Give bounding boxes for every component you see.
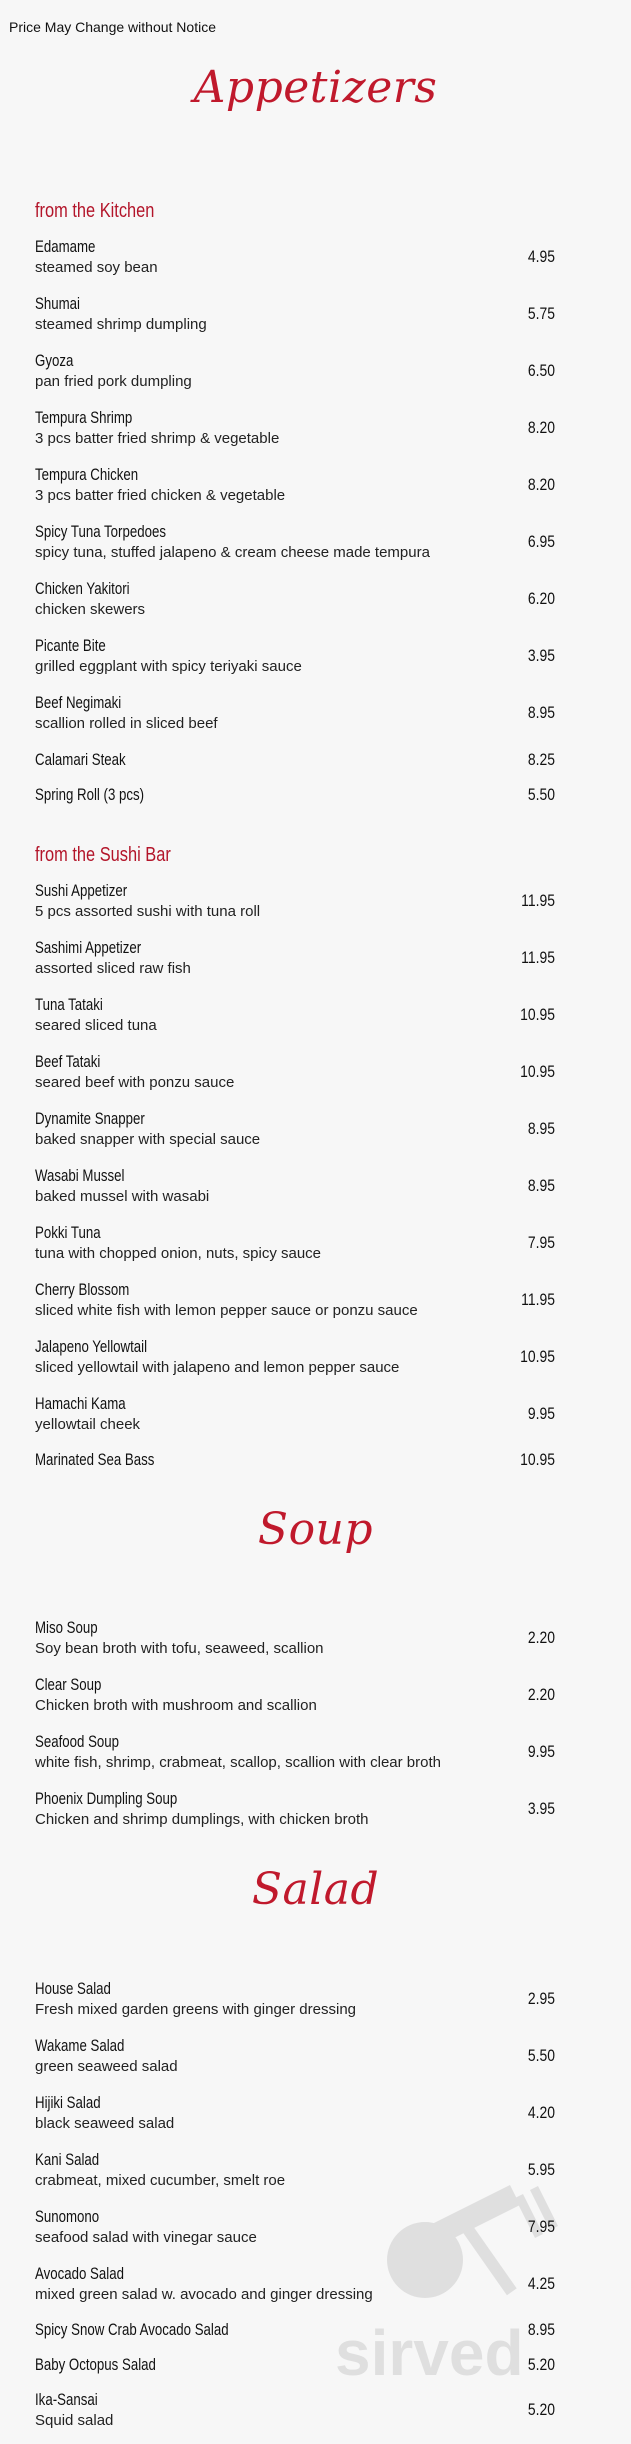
menu-item-price: 5.50 xyxy=(527,2046,555,2065)
watermark-text: sirved xyxy=(335,2317,524,2389)
menu-item-name: Chicken Yakitori xyxy=(35,579,130,598)
menu-item-description: baked mussel with wasabi xyxy=(35,1188,210,1205)
menu-item-description: spicy tuna, stuffed jalapeno & cream cheese made tempura xyxy=(35,544,430,561)
menu-item-name: Seafood Soup xyxy=(35,1732,120,1751)
menu-item-price: 8.25 xyxy=(527,750,555,769)
menu-item-name: Wasabi Mussel xyxy=(35,1166,125,1185)
menu-item-price: 11.95 xyxy=(521,948,555,967)
menu-item xyxy=(35,1337,555,1376)
menu-item-description: Squid salad xyxy=(35,2412,114,2429)
menu-item-price: 8.95 xyxy=(527,2320,555,2339)
menu-item xyxy=(35,1979,555,2018)
menu-item-price: 2.20 xyxy=(527,1628,555,1647)
menu-item-price: 5.20 xyxy=(527,2355,555,2374)
menu-item-price: 5.75 xyxy=(527,304,555,323)
menu-item xyxy=(35,237,555,276)
menu-item xyxy=(35,1394,555,1433)
menu-item-name: Clear Soup xyxy=(35,1675,102,1694)
menu-item xyxy=(35,2093,555,2132)
menu-item-price: 8.95 xyxy=(527,703,555,722)
menu-item-description: green seaweed salad xyxy=(35,2058,178,2075)
menu-item xyxy=(35,351,555,390)
menu-item xyxy=(35,750,555,770)
menu-item xyxy=(35,1675,555,1714)
menu-item-name: Sushi Appetizer xyxy=(35,881,128,900)
menu-item xyxy=(35,579,555,618)
menu-item-price: 8.95 xyxy=(527,1176,555,1195)
menu-item xyxy=(35,995,555,1034)
menu-item-description: yellowtail cheek xyxy=(35,1416,141,1433)
menu-item-description: chicken skewers xyxy=(35,601,146,618)
menu-item-price: 7.95 xyxy=(527,2217,555,2236)
menu-item-price: 11.95 xyxy=(521,891,555,910)
menu-item-price: 10.95 xyxy=(520,1347,555,1366)
menu-item-price: 10.95 xyxy=(520,1062,555,1081)
subheading-sushi-bar: from the Sushi Bar xyxy=(35,844,171,866)
menu-item-name: Hijiki Salad xyxy=(35,2093,101,2112)
menu-item-name: Tempura Chicken xyxy=(35,465,139,484)
menu-item-name: Dynamite Snapper xyxy=(35,1109,145,1128)
menu-item-name: Tuna Tataki xyxy=(35,995,103,1014)
menu-item-price: 6.20 xyxy=(527,589,555,608)
menu-item xyxy=(35,465,555,504)
menu-item-description: 5 pcs assorted sushi with tuna roll xyxy=(35,903,261,920)
menu-item xyxy=(35,785,555,805)
menu-item-name: Beef Tataki xyxy=(35,1052,101,1071)
utensils-icon xyxy=(330,2150,600,2400)
menu-item-description: Chicken broth with mushroom and scallion xyxy=(35,1697,317,1714)
menu-item xyxy=(35,294,555,333)
menu-item-price: 2.95 xyxy=(527,1989,555,2008)
menu-item xyxy=(35,408,555,447)
menu-item-name: Baby Octopus Salad xyxy=(35,2355,156,2374)
menu-item xyxy=(35,1280,555,1319)
menu-item-description: white fish, shrimp, crabmeat, scallop, scallion with clear broth xyxy=(35,1754,441,1771)
menu-item-price: 5.95 xyxy=(527,2160,555,2179)
menu-item-price: 8.20 xyxy=(527,475,555,494)
menu-item xyxy=(35,1223,555,1262)
menu-item xyxy=(35,938,555,977)
menu-item-name: Spicy Snow Crab Avocado Salad xyxy=(35,2320,229,2339)
menu-item-description: baked snapper with special sauce xyxy=(35,1131,261,1148)
menu-item-price: 2.20 xyxy=(527,1685,555,1704)
menu-item-name: Spring Roll (3 pcs) xyxy=(35,785,145,804)
menu-item-name: Jalapeno Yellowtail xyxy=(35,1337,148,1356)
menu-item xyxy=(35,1166,555,1205)
menu-item-description: sliced white fish with lemon pepper sauce or ponzu sauce xyxy=(35,1302,418,1319)
menu-item-name: Gyoza xyxy=(35,351,74,370)
menu-item-price: 5.50 xyxy=(527,785,555,804)
menu-item-name: Calamari Steak xyxy=(35,750,126,769)
menu-item xyxy=(35,1052,555,1091)
menu-item-price: 4.95 xyxy=(527,247,555,266)
menu-item-description: steamed shrimp dumpling xyxy=(35,316,207,333)
menu-item-name: Wakame Salad xyxy=(35,2036,125,2055)
menu-item-name: Edamame xyxy=(35,237,96,256)
menu-item xyxy=(35,1789,555,1828)
menu-item-description: scallion rolled in sliced beef xyxy=(35,715,218,732)
menu-item-description: black seaweed salad xyxy=(35,2115,175,2132)
menu-item-name: Ika-Sansai xyxy=(35,2390,98,2409)
menu-item-price: 8.95 xyxy=(527,1119,555,1138)
menu-item-description: mixed green salad w. avocado and ginger dressing xyxy=(35,2286,373,2303)
menu-item-name: Marinated Sea Bass xyxy=(35,1450,155,1469)
subheading-kitchen: from the Kitchen xyxy=(35,200,155,222)
menu-item-price: 6.50 xyxy=(527,361,555,380)
menu-item-description: steamed soy bean xyxy=(35,259,158,276)
menu-item-price: 9.95 xyxy=(527,1742,555,1761)
menu-item-price: 3.95 xyxy=(527,1799,555,1818)
menu-item-name: Kani Salad xyxy=(35,2150,100,2169)
menu-item xyxy=(35,1618,555,1657)
menu-item-price: 11.95 xyxy=(521,1290,555,1309)
menu-item-description: grilled eggplant with spicy teriyaki sauce xyxy=(35,658,302,675)
menu-item-name: Cherry Blossom xyxy=(35,1280,130,1299)
menu-item-price: 7.95 xyxy=(527,1233,555,1252)
menu-item-price: 10.95 xyxy=(520,1005,555,1024)
menu-item-price: 4.25 xyxy=(527,2274,555,2293)
section-title-salad: Salad xyxy=(251,1864,380,1915)
menu-item-name: House Salad xyxy=(35,1979,111,1998)
menu-item-price: 10.95 xyxy=(520,1450,555,1469)
menu-item-description: seafood salad with vinegar sauce xyxy=(35,2229,257,2246)
menu-item-price: 3.95 xyxy=(527,646,555,665)
menu-item xyxy=(35,2036,555,2075)
menu-item xyxy=(35,522,555,561)
menu-item-name: Sashimi Appetizer xyxy=(35,938,142,957)
menu-item-name: Sunomono xyxy=(35,2207,100,2226)
menu-item xyxy=(35,636,555,675)
menu-item xyxy=(35,881,555,920)
menu-item-name: Shumai xyxy=(35,294,80,313)
menu-item-description: crabmeat, mixed cucumber, smelt roe xyxy=(35,2172,286,2189)
section-title-soup: Soup xyxy=(257,1504,374,1555)
menu-item xyxy=(35,693,555,732)
menu-item-description: Chicken and shrimp dumplings, with chicken broth xyxy=(35,1811,369,1828)
menu-item-price: 9.95 xyxy=(527,1404,555,1423)
menu-item-description: seared sliced tuna xyxy=(35,1017,157,1034)
menu-item-description: Fresh mixed garden greens with ginger dressing xyxy=(35,2001,356,2018)
menu-item-description: sliced yellowtail with jalapeno and lemon pepper sauce xyxy=(35,1359,400,1376)
menu-item xyxy=(35,1450,555,1470)
menu-item-description: 3 pcs batter fried shrimp & vegetable xyxy=(35,430,280,447)
menu-item-name: Pokki Tuna xyxy=(35,1223,101,1242)
menu-item-price: 4.20 xyxy=(527,2103,555,2122)
menu-item-price: 8.20 xyxy=(527,418,555,437)
menu-item-price: 5.20 xyxy=(527,2400,555,2419)
menu-item-description: 3 pcs batter fried chicken & vegetable xyxy=(35,487,286,504)
menu-item-name: Phoenix Dumpling Soup xyxy=(35,1789,178,1808)
menu-item xyxy=(35,1732,555,1771)
menu-item-name: Avocado Salad xyxy=(35,2264,124,2283)
menu-item-name: Spicy Tuna Torpedoes xyxy=(35,522,166,541)
menu-item-name: Picante Bite xyxy=(35,636,106,655)
menu-item-description: pan fried pork dumpling xyxy=(35,373,192,390)
menu-item-price: 6.95 xyxy=(527,532,555,551)
menu-item-name: Beef Negimaki xyxy=(35,693,122,712)
menu-item-name: Hamachi Kama xyxy=(35,1394,126,1413)
menu-item-description: seared beef with ponzu sauce xyxy=(35,1074,235,1091)
menu-item-description: Soy bean broth with tofu, seaweed, scallion xyxy=(35,1640,324,1657)
menu-item-name: Miso Soup xyxy=(35,1618,98,1637)
menu-item xyxy=(35,1109,555,1148)
menu-item-name: Tempura Shrimp xyxy=(35,408,133,427)
menu-item-description: tuna with chopped onion, nuts, spicy sauce xyxy=(35,1245,322,1262)
section-title-appetizers: Appetizers xyxy=(193,62,438,113)
price-notice: Price May Change without Notice xyxy=(9,19,216,35)
sirved-watermark xyxy=(330,2150,600,2400)
menu-item-description: assorted sliced raw fish xyxy=(35,960,191,977)
